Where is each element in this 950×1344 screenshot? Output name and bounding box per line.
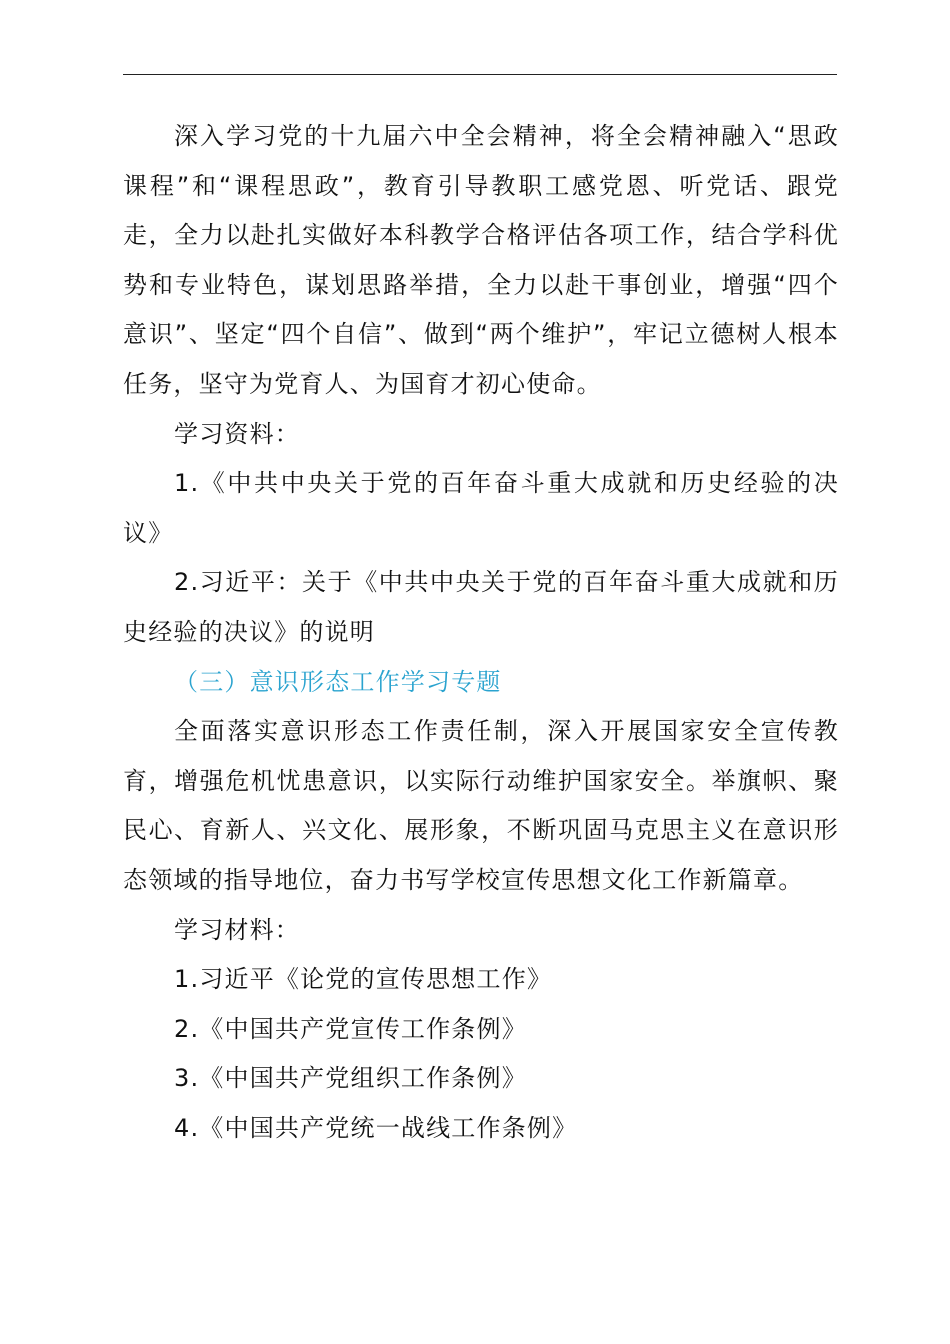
section-heading-ideology: （三）意识形态工作学习专题 (174, 667, 502, 696)
study-materials-label-2: 学习材料： (174, 915, 300, 944)
material-item-1: 1.《中共中央关于党的百年奋斗重大成就和历史经验的决议》 (123, 469, 839, 547)
material-item-4: 2.《中国共产党宣传工作条例》 (174, 1014, 527, 1043)
document-body (123, 112, 839, 1153)
material-item-3: 1.习近平《论党的宣传思想工作》 (174, 965, 553, 994)
paragraph-ideology-work: 全面落实意识形态工作责任制，深入开展国家安全宣传教育，增强危机忧患意识，以实际行动维护国家安全。举旗帜、聚民心、育新人、兴文化、展形象，不断巩固马克思主义在意识形态领域的指导地位，奋力书写学校宣传思想文化工作新篇章。 (123, 717, 839, 894)
material-item-2: 2.习近平：关于《中共中央关于党的百年奋斗重大成就和历史经验的决议》的说明 (123, 568, 839, 646)
material-item-5: 3.《中国共产党组织工作条例》 (174, 1064, 527, 1093)
paragraph-study-spirit: 深入学习党的十九届六中全会精神，将全会精神融入“思政课程”和“课程思政”，教育引导教职工感党恩、听党话、跟党走，全力以赴扎实做好本科教学合格评估各项工作，结合学科优势和专业特色，谋划思路举措，全力以赴干事创业，增强“四个意识”、坚定“四个自信”、做到“两个维护”，牢记立德树人根本任务，坚守为党育人、为国育才初心使命。 (123, 122, 839, 398)
study-materials-label: 学习资料： (174, 419, 300, 448)
header-rule (123, 74, 837, 75)
material-item-6: 4.《中国共产党统一战线工作条例》 (174, 1113, 578, 1142)
